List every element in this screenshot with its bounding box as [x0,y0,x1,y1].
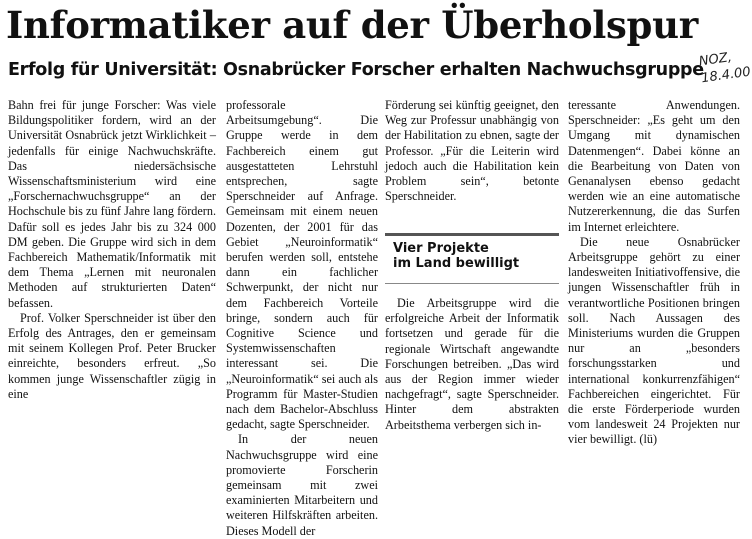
article-column-1 [8,98,216,446]
paragraph: Bahn frei für junge Forscher: Was viele Bildungspolitiker fordern, wird an der Universität Osnabrück jetzt Wirklichkeit – jedenfalls für einige Nachwuchskräfte. Das niedersächsische Wissenschaftsministerium wird eine „Forschernachwuchsgruppe“ an der Hochschule bis zu fünf Jahre lang fördern. Dafür soll es jedes Jahr bis zu 324 000 DM geben. Die Gruppe wird sich in dem Fachbereich Mathematik/Informatik mit dem Thema „Lernen mit neuronalen Methoden auf strukturierten Daten“ befassen. [8,98,216,310]
note-line-1: NOZ, [698,50,733,70]
subheadline: Erfolg für Universität: Osnabrücker Forscher erhalten Nachwuchsgruppe [8,60,704,80]
article-column-4 [568,98,740,446]
paragraph: teressante Anwendungen. Sperschneider: „Es geht um den Umgang mit dynamischen Datenmengen“. Dabei könne an die Bearbeitung von Daten von Genanalysen ebenso gedacht werden wie an eine automatische Nutzererkennung, die das Surfen im Internet erleichtere. [568,98,740,234]
article-column-2 [226,98,378,538]
note-line-2: 18.4.00 [700,64,752,87]
paragraph: Förderung sei künftig geeignet, den Weg zur Professur unabhängig von der Habilitation zu ebnen, sagte der Professor. „Für die Leiterin wird jedoch auch die Habilitation kein Problem sein“, betonte Sperschneider. [385,98,559,204]
box-heading-line-2: im Land bewilligt [393,256,520,271]
paragraph: professorale Arbeitsumgebung“. Die Gruppe werde in dem Fachbereich einem gut ausgestatteten Lehrstuhl entsprechen, sagte Sperschneider auf Anfrage. Gemeinsam mit einem neuen Dozenten, der 2001 für das Gebiet „Neuroinformatik“ berufen werden soll, entstehe dann ein fachlicher Schwerpunkt, der nicht nur dem Fachbereich Vorteile bringe, sondern auch für Cognitive Science und Systemwissenschaften interessant sei. Die „Neuroinformatik“ sei auch als Programm für Master-Studien nach dem Bachelor-Abschluss gedacht, sagte Sperschneider. [226,98,378,432]
paragraph: Prof. Volker Sperschneider ist über den Erfolg des Antrages, den er gemeinsam mit seinem Kollegen Prof. Peter Brucker einreichte, besonders erfreut. „So kommen junge Wissenschaftler zügig in eine [8,310,216,401]
headline: Informatiker auf der Überholspur [6,3,698,47]
paragraph: Die Arbeitsgruppe wird die erfolgreiche Arbeit der Informatik fortsetzen und gerade für die regionale Wirtschaft angewandte Forschungen betreiben. „Das wird aus der Region immer wieder nachgefragt“, sagte Sperschneider. Hinter dem abstrakten Arbeitsthema verbergen sich in- [385,296,559,432]
handwritten-source-note [698,47,752,88]
paragraph: In der neuen Nachwuchsgruppe wird eine promovierte Forscherin gemeinsam mit zwei examinierten Mitarbeitern und weiteren Hilfskräften arbeiten. Dieses Modell der [226,432,378,538]
sidebar-box-heading [385,233,559,288]
paragraph: Die neue Osnabrücker Arbeitsgruppe gehört zu einer landesweiten Initiativoffensive, die jungen Wissenschaftler früh in verantwortliche Positionen bringen soll. Nach Aussagen des Ministeriums wurden die Gruppen nur an „besonders forschungsstarken und international konkurrenzfähigen“ Fachbereichen eingerichtet. Für die erste Förderperiode wurden vom landesweit 24 Projekten nur vier bewilligt. (lü) [568,234,740,447]
article-column-3-lower [385,296,559,446]
box-heading-line-1: Vier Projekte [393,241,489,256]
